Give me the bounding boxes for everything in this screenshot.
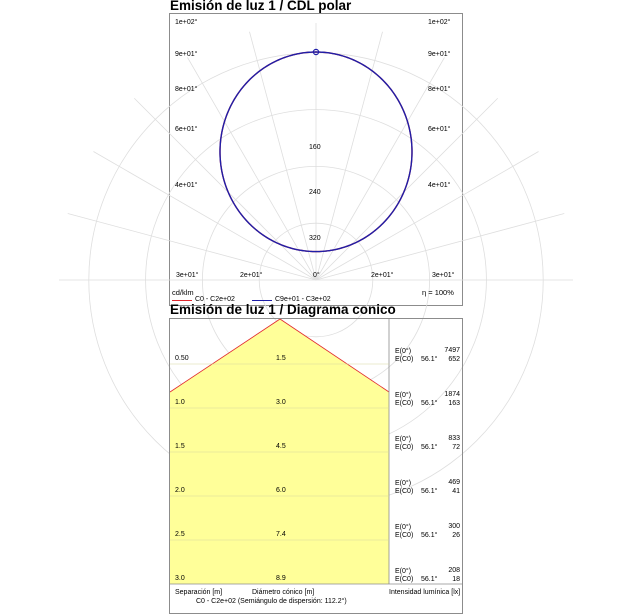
cone-diameter-value: 8.9 — [276, 575, 286, 582]
cone-e0-label: E(0°) — [395, 480, 412, 487]
legend-label-c90: C9e+01 - C3e+02 — [275, 296, 331, 303]
cone-ec0-label: E(C0) — [395, 444, 414, 451]
polar-unit-label: cd/klm — [172, 288, 194, 297]
cone-e0-value: 208 — [448, 567, 460, 574]
cone-e0-label: E(0°) — [395, 436, 412, 443]
cone-chart-frame — [169, 318, 463, 614]
cone-e0-label: E(0°) — [395, 524, 412, 531]
angle-label-left-5: 3e+01° — [176, 272, 199, 279]
polar-chart-title: Emisión de luz 1 / CDL polar — [170, 0, 352, 13]
angle-label-left-0: 1e+02° — [175, 19, 198, 26]
cone-angle-label: 56.1° — [421, 488, 438, 495]
angle-label-left-1: 9e+01° — [175, 51, 198, 58]
cone-angle-label: 56.1° — [421, 444, 438, 451]
efficiency-label: η = 100% — [422, 288, 454, 297]
grid-spoke — [316, 152, 539, 281]
cone-diameter-value: 6.0 — [276, 487, 286, 494]
footer-intensity: Intensidad lumínica [lx] — [389, 589, 461, 596]
angle-label-left-4: 4e+01° — [175, 182, 198, 189]
angle-label-right-4: 4e+01° — [428, 182, 451, 189]
cone-ec0-label: E(C0) — [395, 532, 414, 539]
cone-separation-value: 3.0 — [175, 575, 185, 582]
cone-ec0-label: E(C0) — [395, 576, 414, 583]
grid-spoke — [316, 32, 383, 280]
cone-chart-title: Emisión de luz 1 / Diagrama conico — [170, 302, 396, 317]
legend-swatch-c90 — [252, 300, 272, 301]
cone-diameter-value: 1.5 — [276, 355, 286, 362]
grid-spoke — [68, 213, 316, 280]
bottom-label-right: 2e+01° — [371, 272, 394, 279]
angle-label-right-0: 1e+02° — [428, 19, 451, 26]
cone-e0-value: 7497 — [444, 347, 460, 354]
cone-diameter-value: 4.5 — [276, 443, 286, 450]
radial-label-240: 240 — [309, 189, 321, 196]
angle-label-left-2: 8e+01° — [175, 86, 198, 93]
cone-angle-label: 56.1° — [421, 356, 438, 363]
cone-angle-label: 56.1° — [421, 400, 438, 407]
footer-separation: Separación [m] — [175, 589, 223, 596]
radial-label-320: 320 — [309, 235, 321, 242]
cone-diameter-value: 7.4 — [276, 531, 286, 538]
grid-spoke — [316, 98, 498, 280]
grid-spoke — [134, 98, 316, 280]
cone-separation-value: 1.5 — [175, 443, 185, 450]
cone-ec0-value: 72 — [452, 444, 460, 451]
cone-angle-label: 56.1° — [421, 576, 438, 583]
cone-e0-value: 469 — [448, 479, 460, 486]
grid-spoke — [316, 213, 564, 280]
cone-ec0-value: 163 — [448, 400, 460, 407]
radial-label-160: 160 — [309, 144, 321, 151]
cone-ec0-value: 26 — [452, 532, 460, 539]
cone-ec0-value: 41 — [452, 488, 460, 495]
footer-note: C0 - C2e+02 (Semiángulo de dispersión: 112.2°) — [196, 598, 347, 605]
angle-label-right-2: 8e+01° — [428, 86, 451, 93]
legend-label-c0: C0 - C2e+02 — [195, 296, 235, 303]
cone-ec0-label: E(C0) — [395, 488, 414, 495]
cone-separation-value: 1.0 — [175, 399, 185, 406]
bottom-label-center: 0° — [313, 272, 320, 279]
cone-e0-value: 833 — [448, 435, 460, 442]
cone-diameter-value: 3.0 — [276, 399, 286, 406]
angle-label-left-3: 6e+01° — [175, 126, 198, 133]
cone-ec0-value: 18 — [452, 576, 460, 583]
cone-e0-label: E(0°) — [395, 348, 412, 355]
cone-e0-value: 300 — [448, 523, 460, 530]
grid-spoke — [316, 57, 445, 280]
cone-e0-value: 1874 — [444, 391, 460, 398]
angle-label-right-5: 3e+01° — [432, 272, 455, 279]
cone-separation-value: 2.0 — [175, 487, 185, 494]
cone-ec0-label: E(C0) — [395, 356, 414, 363]
cone-separation-value: 0.50 — [175, 355, 189, 362]
legend-swatch-c0 — [172, 300, 192, 301]
grid-spoke — [93, 152, 316, 281]
angle-label-right-1: 9e+01° — [428, 51, 451, 58]
cone-angle-label: 56.1° — [421, 532, 438, 539]
bottom-label-left: 2e+01° — [240, 272, 263, 279]
grid-spoke — [249, 32, 316, 280]
cone-ec0-label: E(C0) — [395, 400, 414, 407]
footer-diameter: Diámetro cónico [m] — [252, 589, 315, 596]
cone-e0-label: E(0°) — [395, 568, 412, 575]
cone-separation-value: 2.5 — [175, 531, 185, 538]
angle-label-right-3: 6e+01° — [428, 126, 451, 133]
cone-ec0-value: 652 — [448, 356, 460, 363]
cone-e0-label: E(0°) — [395, 392, 412, 399]
grid-spoke — [188, 57, 317, 280]
